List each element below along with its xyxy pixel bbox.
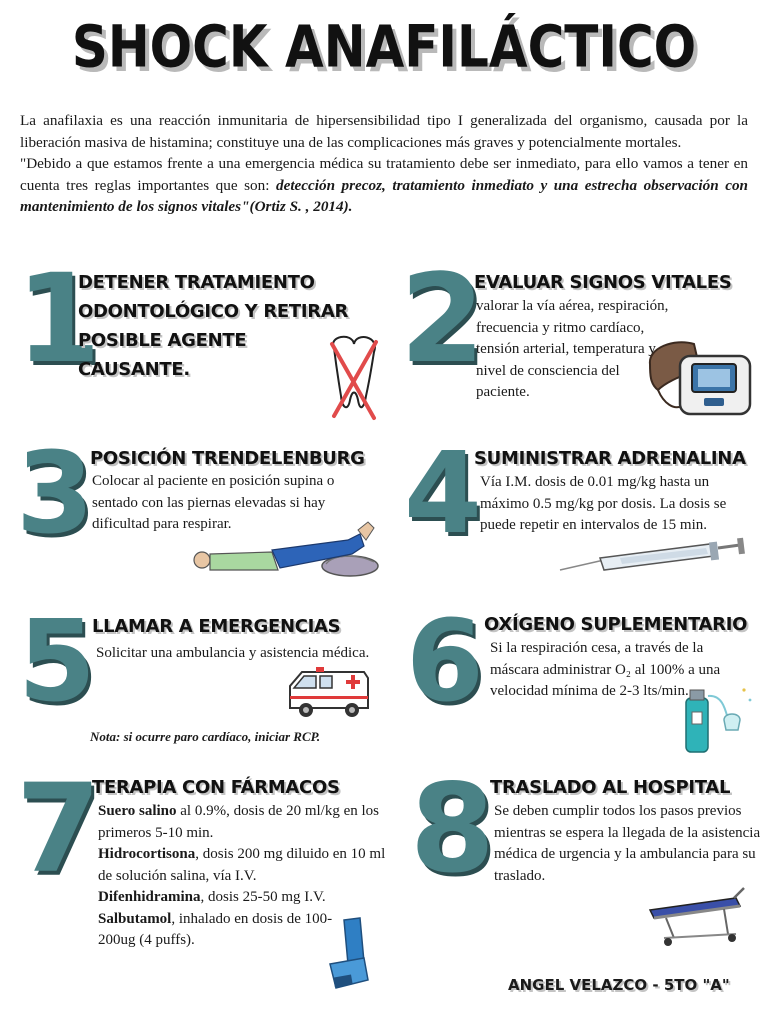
trendelenburg-patient-icon <box>188 520 384 580</box>
step-2-text: valorar la vía aérea, respiración, frecuencia y ritmo cardíaco, tensión arterial, temperatura y nivel de consciencia del paciente. <box>476 298 669 400</box>
step-1-number: 1 <box>16 248 101 390</box>
syringe-icon <box>560 536 746 576</box>
step-4-text: Vía I.M. dosis de 0.01 mg/kg hasta un máximo 0.5 mg/kg por dosis. La dosis se puede repetir en intervalos de 15 min. <box>480 474 727 533</box>
step-4-number: 4 <box>404 429 482 559</box>
author-credit: ANGEL VELAZCO - 5TO "A" <box>508 976 730 994</box>
step-5-text: Solicitar una ambulancia y asistencia médica. <box>96 645 370 661</box>
inhaler-icon <box>326 916 374 992</box>
drug-item: Hidrocortisona, dosis 200 mg diluido en 10 ml de solución salina, vía I.V. <box>98 846 386 884</box>
step-3-number: 3 <box>16 429 94 559</box>
intro-text <box>20 110 748 218</box>
step-7-heading: TERAPIA CON FÁRMACOS <box>92 777 340 798</box>
step-3-text: Colocar al paciente en posición supina o sentado con las piernas elevadas si hay dificultad para respirar. <box>92 473 335 532</box>
step-5-heading: LLAMAR A EMERGENCIAS <box>92 616 341 637</box>
step-8-heading: TRASLADO AL HOSPITAL <box>490 777 731 798</box>
step-7-number: 7 <box>16 758 101 900</box>
step-6-text: Si la respiración cesa, a través de la máscara administrar O₂ al 100% a una velocidad mínima de 2-3 lts/min. <box>490 640 721 699</box>
step-6-heading: OXÍGENO SUPLEMENTARIO <box>484 614 748 635</box>
oxygen-cylinder-icon <box>680 684 754 754</box>
crossed-tooth-icon <box>326 334 382 424</box>
step-5-note: Nota: si ocurre paro cardíaco, iniciar RCP. <box>90 729 321 744</box>
step-2-heading: EVALUAR SIGNOS VITALES <box>474 272 732 293</box>
step-4-heading: SUMINISTRAR ADRENALINA <box>474 448 746 469</box>
stretcher-icon <box>644 884 750 948</box>
ambulance-icon <box>286 664 372 724</box>
step-1-heading: DETENER TRATAMIENTO ODONTOLÓGICO Y RETIRAR POSIBLE AGENTE CAUSANTE. <box>78 272 349 380</box>
step-8-text: Se deben cumplir todos los pasos previos mientras se espera la llegada de la asistencia médica de urgencia y la ambulancia para su traslado. <box>494 803 761 884</box>
intro-paragraph-2: "Debido a que estamos frente a una emergencia médica su tratamiento debe ser inmediato, para ello vamos a tener en cuenta tres reglas importantes que son: detección precoz, tratamiento inmediato y una estrecha observación con mantenimiento de los signos vitales"(Ortiz S. , 2014). <box>20 155 748 215</box>
drug-item: Suero salino al 0.9%, dosis de 20 ml/kg en los primeros 5-10 min. <box>98 803 379 841</box>
drug-item: Difenhidramina, dosis 25-50 mg I.V. <box>98 889 326 905</box>
step-8-number: 8 <box>410 758 495 900</box>
step-5-number: 5 <box>18 597 96 727</box>
blood-pressure-monitor-icon <box>644 334 754 420</box>
page-title: SHOCK ANAFILÁCTICO <box>71 13 697 81</box>
step-6-number: 6 <box>406 597 484 727</box>
intro-paragraph-1: La anafilaxia es una reacción inmunitaria de hipersensibilidad tipo I generalizada del organismo, causada por la liberación masiva de histamina; constituye una de las complicaciones más graves y potencialmente mortales. <box>20 112 748 151</box>
intro-emphasis: detección precoz, tratamiento inmediato y una estrecha observación con mantenimiento de los signos vitales"(Ortiz S. , 2014). <box>20 176 748 215</box>
step-2-number: 2 <box>400 248 485 390</box>
step-3-heading: POSICIÓN TRENDELENBURG <box>90 448 365 469</box>
drug-item: Salbutamol, inhalado en dosis de 100-200ug (4 puffs). <box>98 910 333 948</box>
